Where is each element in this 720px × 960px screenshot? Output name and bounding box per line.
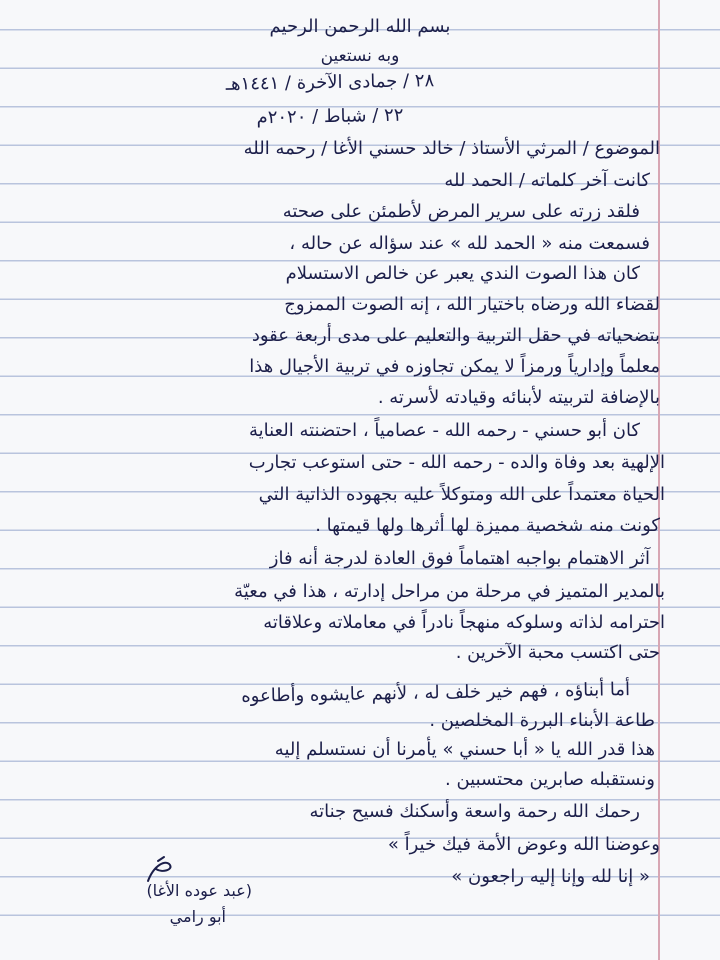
paragraph-4-line: أما أبناؤه ، فهم خير خلف له ، لأنهم عايشوه وأطاعوه — [241, 679, 631, 707]
paragraph-3-line: بالمدير المتميز في مرحلة من مراحل إدارته ، هذا في معيّة — [234, 581, 665, 602]
signature-block — [90, 855, 260, 935]
date-gregorian: ٢٢ / شباط / ٢٠٢٠م — [256, 104, 404, 129]
paragraph-4-line: طاعة الأبناء البررة المخلصين . — [429, 710, 655, 731]
date-hijri: ٢٨ / جمادى الآخرة / ١٤٤١هـ — [225, 70, 435, 95]
paragraph-1-line: كان هذا الصوت الندي يعبر عن خالص الاستسلام — [285, 263, 640, 284]
paragraph-1-line: فسمعت منه « الحمد لله » عند سؤاله عن حاله ، — [289, 233, 650, 254]
paragraph-2-line: الإلهية بعد وفاة والده - رحمه الله - حتى استوعب تجارب — [248, 452, 665, 473]
basmala: بسم الله الرحمن الرحيم — [269, 16, 451, 37]
paragraph-5-line: هذا قدر الله يا « أبا حسني » يأمرنا أن نستسلم إليه — [274, 739, 655, 760]
paragraph-5-line: ونستقبله صابرين محتسبين . — [445, 769, 655, 790]
paragraph-1-line: بالإضافة لتربيته لأبنائه وقيادته لأسرته . — [377, 387, 660, 408]
signature-name: (عبد عوده الأغا) — [146, 881, 252, 900]
paragraph-6-line: رحمك الله رحمة واسعة وأسكنك فسيح جناته — [309, 801, 640, 822]
paragraph-1-line: معلماً وإدارياً ورمزاً لا يمكن تجاوزه في تربية الأجيال هذا — [249, 356, 660, 377]
paragraph-6-line: وعوضنا الله وعوض الأمة فيك خيراً » — [387, 834, 660, 855]
last-words-line: كانت آخر كلماته / الحمد لله — [444, 170, 650, 191]
paragraph-3-line: آثر الاهتمام بواجبه اهتماماً فوق العادة لدرجة أنه فاز — [269, 548, 650, 569]
paragraph-3-line: حتى اكتسب محبة الآخرين . — [455, 642, 660, 663]
paragraph-2-line: الحياة معتمداً على الله ومتوكلاً عليه بجهوده الذاتية التي — [258, 484, 665, 505]
invocation: وبه نستعين — [320, 46, 400, 66]
paragraph-1-line: بتضحياته في حقل التربية والتعليم على مدى أربعة عقود — [251, 325, 660, 346]
paragraph-1-line: فلقد زرته على سرير المرض لأطمئن على صحته — [282, 201, 640, 222]
signature-kunya: أبو رامي — [169, 907, 226, 926]
subject-line: الموضوع / المرثي الأستاذ / خالد حسني الأغا / رحمه الله — [243, 138, 660, 159]
paragraph-3-line: احترامه لذاته وسلوكه منهجاً نادراً في معاملاته وعلاقاته — [263, 612, 665, 633]
paragraph-2-line: كان أبو حسني - رحمه الله - عصامياً ، احتضنته العناية — [248, 420, 640, 441]
paragraph-2-line: كونت منه شخصية مميزة لها أثرها ولها قيمتها . — [315, 515, 660, 536]
closing-verse: « إنا لله وإنا إليه راجعون » — [451, 866, 650, 887]
paragraph-1-line: لقضاء الله ورضاه باختيار الله ، إنه الصوت الممزوج — [284, 294, 660, 315]
